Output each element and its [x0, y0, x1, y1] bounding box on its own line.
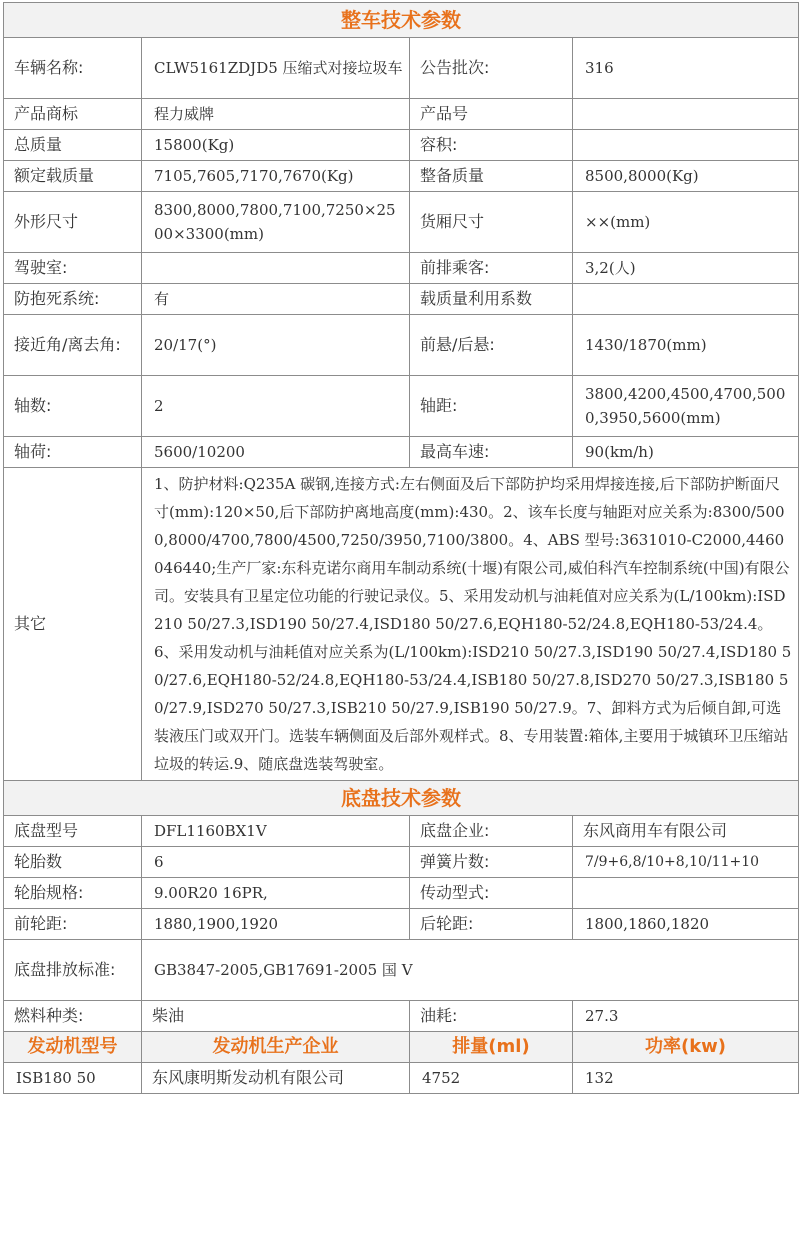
- spec-row: [4, 99, 799, 130]
- engine-header-cell: 排量(ml): [410, 1032, 573, 1063]
- engine-cell: 东风康明斯发动机有限公司: [142, 1063, 410, 1094]
- spec-value: [573, 284, 799, 315]
- spec-row: [4, 816, 799, 847]
- spec-label: 前排乘客:: [410, 253, 573, 284]
- chassis-section-header: [4, 781, 799, 816]
- spec-value: ××(mm): [573, 192, 799, 253]
- spec-row: [4, 284, 799, 315]
- engine-header-cell: 发动机型号: [4, 1032, 142, 1063]
- other-text: 1、防护材料:Q235A 碳钢,连接方式:左右侧面及后下部防护均采用焊接连接,后下部防护断面尺寸(mm):120×50,后下部防护离地高度(mm):430。2、该车长度与轴距对应关系为:8300/5000,8000/4700,7800/4500,7250/3950,7100/3800。4、ABS 型号:3631010-C2000,4460046440;生产厂家:东科克诺尔商用车制动系统(十堰)有限公司,威伯科汽车控制系统(中国)有限公司。安装具有卫星定位功能的行驶记录仪。5、采用发动机与油耗值对应关系为(L/100km):ISD210 50/27.3,ISD190 50/27.4,ISD180 50/27.6,EQH180-52/24.8,EQH180-53/24.4。6、采用发动机与油耗值对应关系为(L/100km):ISD210 50/27.3,ISD190 50/27.4,ISD180 50/27.6,EQH180-52/24.8,EQH180-53/24.4,ISB180 50/27.8,ISD270 50/27.3,ISB180 50/27.9,ISD270 50/27.3,ISB210 50/27.9,ISB190 50/27.9。7、卸料方式为后倾自卸,可选装液压门或双开门。选装车辆侧面及后部外观样式。8、专用装置:箱体,主要用于城镇环卫压缩站垃圾的转运.9、随底盘选装驾驶室。: [142, 468, 799, 781]
- spec-value: 9.00R20 16PR,: [142, 878, 410, 909]
- spec-label: 产品商标: [4, 99, 142, 130]
- spec-row: [4, 161, 799, 192]
- spec-label: 轴距:: [410, 376, 573, 437]
- spec-value: 柴油: [142, 1001, 410, 1032]
- spec-value: [573, 130, 799, 161]
- spec-label: 传动型式:: [410, 878, 573, 909]
- spec-value: 20/17(°): [142, 315, 410, 376]
- spec-label: 车辆名称:: [4, 38, 142, 99]
- spec-value: 东风商用车有限公司: [573, 816, 799, 847]
- spec-label: 轮胎规格:: [4, 878, 142, 909]
- spec-row: [4, 253, 799, 284]
- spec-value: 6: [142, 847, 410, 878]
- spec-label: 防抱死系统:: [4, 284, 142, 315]
- engine-header-cell: 功率(kw): [573, 1032, 799, 1063]
- spec-label: 外形尺寸: [4, 192, 142, 253]
- other-label: 其它: [4, 468, 142, 781]
- spec-label: 前轮距:: [4, 909, 142, 940]
- spec-row: [4, 847, 799, 878]
- spec-label: 货厢尺寸: [410, 192, 573, 253]
- engine-header-cell: 发动机生产企业: [142, 1032, 410, 1063]
- spec-value: 8300,8000,7800,7100,7250×2500×3300(mm): [142, 192, 410, 253]
- spec-row: [4, 376, 799, 437]
- section-title: 底盘技术参数: [4, 781, 799, 816]
- spec-label: 轴数:: [4, 376, 142, 437]
- spec-label: 轴荷:: [4, 437, 142, 468]
- spec-value: CLW5161ZDJD5 压缩式对接垃圾车: [142, 38, 410, 99]
- section-title: 整车技术参数: [4, 3, 799, 38]
- spec-label: 轮胎数: [4, 847, 142, 878]
- spec-value: 8500,8000(Kg): [573, 161, 799, 192]
- spec-row: [4, 38, 799, 99]
- spec-row: [4, 192, 799, 253]
- spec-value: 2: [142, 376, 410, 437]
- spec-row: [4, 909, 799, 940]
- spec-value: [142, 253, 410, 284]
- spec-label: 燃料种类:: [4, 1001, 142, 1032]
- spec-label: 底盘型号: [4, 816, 142, 847]
- spec-value: 1430/1870(mm): [573, 315, 799, 376]
- spec-value: 7/9+6,8/10+8,10/11+10: [573, 847, 799, 878]
- spec-label: 额定载质量: [4, 161, 142, 192]
- spec-label: 容积:: [410, 130, 573, 161]
- spec-row: [4, 878, 799, 909]
- spec-value: 7105,7605,7170,7670(Kg): [142, 161, 410, 192]
- emission-row: [4, 940, 799, 1001]
- spec-label: 底盘企业:: [410, 816, 573, 847]
- engine-row: [4, 1063, 799, 1094]
- spec-value: 27.3: [573, 1001, 799, 1032]
- spec-label: 接近角/离去角:: [4, 315, 142, 376]
- spec-label: 底盘排放标准:: [4, 940, 142, 1001]
- engine-cell: 132: [573, 1063, 799, 1094]
- spec-label: 产品号: [410, 99, 573, 130]
- spec-label: 油耗:: [410, 1001, 573, 1032]
- spec-value: 程力威牌: [142, 99, 410, 130]
- spec-label: 驾驶室:: [4, 253, 142, 284]
- vehicle-section-header: [4, 3, 799, 38]
- spec-value: 3800,4200,4500,4700,5000,3950,5600(mm): [573, 376, 799, 437]
- spec-value: 有: [142, 284, 410, 315]
- engine-cell: 4752: [410, 1063, 573, 1094]
- engine-header-row: [4, 1032, 799, 1063]
- spec-label: 总质量: [4, 130, 142, 161]
- spec-row: [4, 130, 799, 161]
- spec-table: [3, 2, 799, 1094]
- spec-value: 3,2(人): [573, 253, 799, 284]
- spec-value: 316: [573, 38, 799, 99]
- spec-value: 15800(Kg): [142, 130, 410, 161]
- spec-label: 后轮距:: [410, 909, 573, 940]
- spec-label: 最高车速:: [410, 437, 573, 468]
- spec-label: 公告批次:: [410, 38, 573, 99]
- spec-label: 整备质量: [410, 161, 573, 192]
- spec-label: 载质量利用系数: [410, 284, 573, 315]
- spec-value: 5600/10200: [142, 437, 410, 468]
- spec-row: [4, 437, 799, 468]
- other-row: [4, 468, 799, 781]
- engine-cell: ISB180 50: [4, 1063, 142, 1094]
- spec-value: 90(km/h): [573, 437, 799, 468]
- spec-value: 1880,1900,1920: [142, 909, 410, 940]
- spec-label: 弹簧片数:: [410, 847, 573, 878]
- spec-value: [573, 99, 799, 130]
- spec-value: 1800,1860,1820: [573, 909, 799, 940]
- spec-value: [573, 878, 799, 909]
- spec-label: 前悬/后悬:: [410, 315, 573, 376]
- spec-value: DFL1160BX1V: [142, 816, 410, 847]
- spec-row: [4, 1001, 799, 1032]
- spec-row: [4, 315, 799, 376]
- spec-value: GB3847-2005,GB17691-2005 国 V: [142, 940, 799, 1001]
